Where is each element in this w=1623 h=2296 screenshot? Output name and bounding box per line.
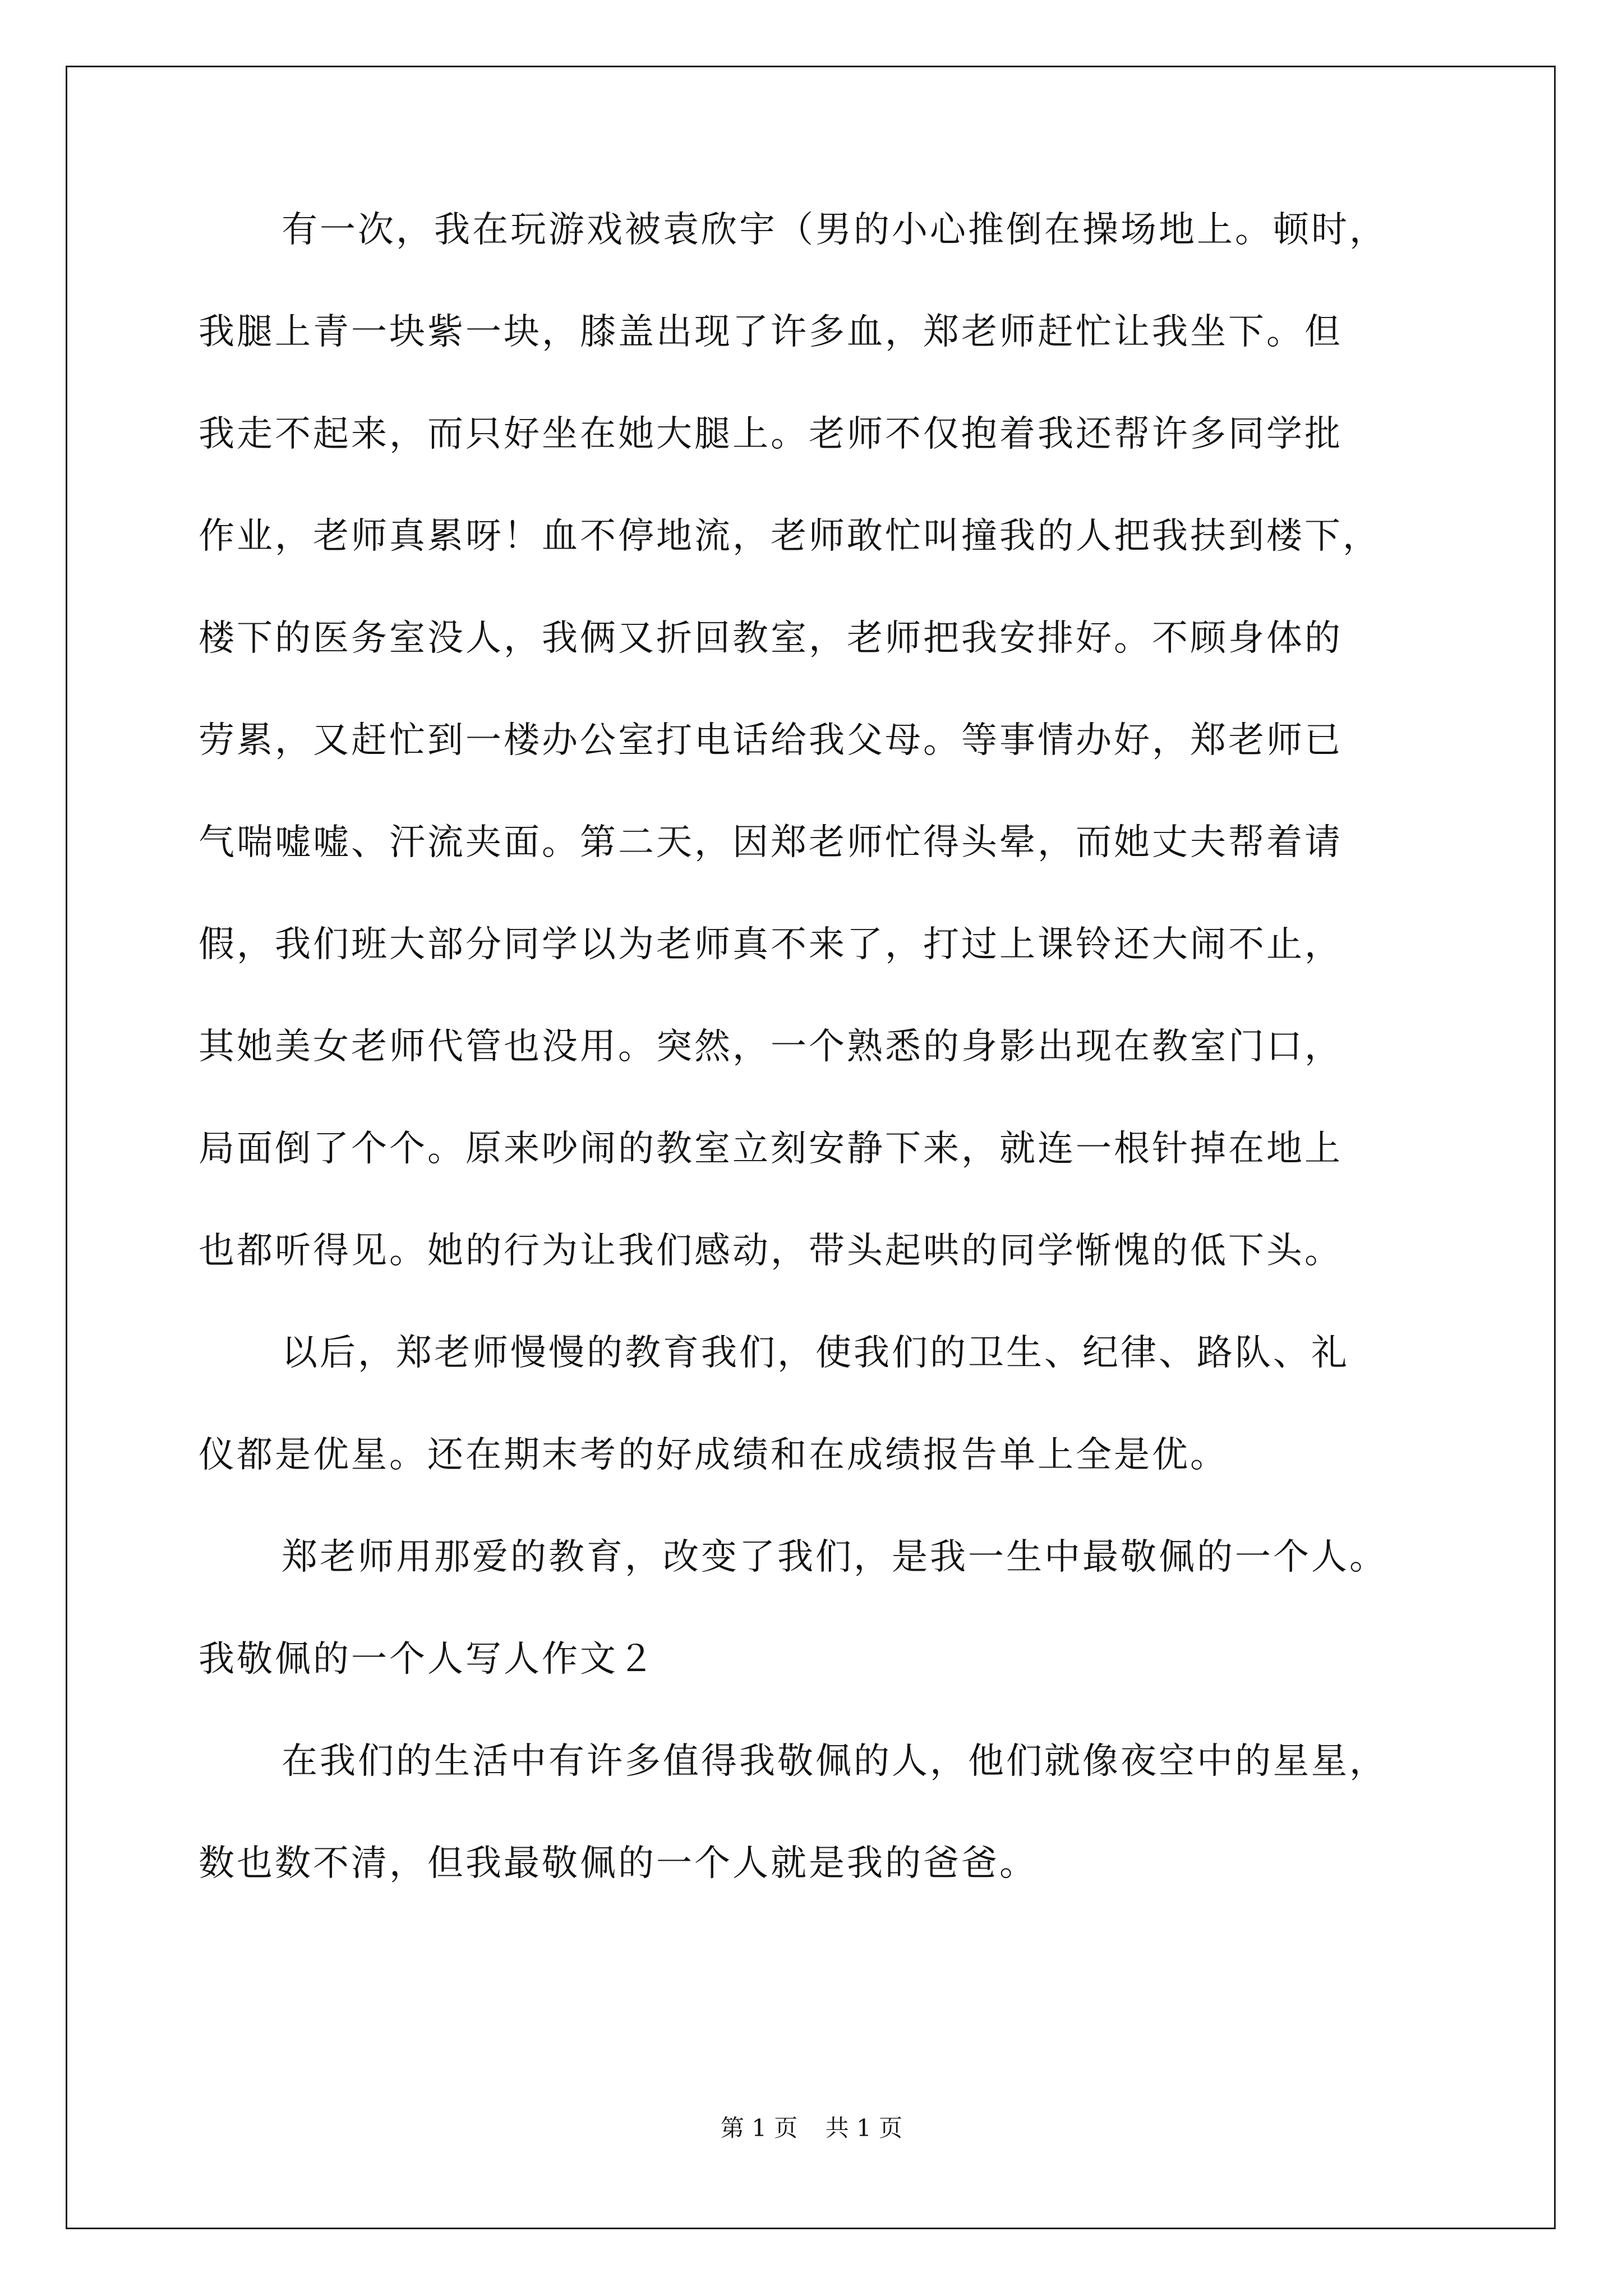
- document-body: [199, 202, 1427, 1938]
- paragraph-line: 气喘嘘嘘、汗流夹面。第二天，因郑老师忙得头晕，而她丈夫帮着请: [199, 822, 1343, 863]
- paragraph-line: 在我们的生活中有许多值得我敬佩的人，他们就像夜空中的星星，: [282, 1741, 1387, 1782]
- page-number-total: 共 1 页: [825, 2114, 903, 2142]
- paragraph-line: 我腿上青一块紫一块，膝盖出现了许多血，郑老师赶忙让我坐下。但: [199, 311, 1343, 353]
- paragraph-line: 数也数不清，但我最敬佩的一个人就是我的爸爸。: [199, 1843, 1038, 1884]
- paragraph-line: 作业，老师真累呀！血不停地流，老师敢忙叫撞我的人把我扶到楼下，: [199, 516, 1381, 557]
- paragraph-line: 假，我们班大部分同学以为老师真不来了，打过上课铃还大闹不止，: [199, 924, 1343, 965]
- page-footer: [0, 2111, 1623, 2145]
- paragraph-line: 其她美女老师代管也没用。突然，一个熟悉的身影出现在教室门口，: [199, 1026, 1343, 1068]
- paragraph-line: 仪都是优星。还在期末考的好成绩和在成绩报告单上全是优。: [199, 1434, 1228, 1476]
- paragraph-line: 也都听得见。她的行为让我们感动，带头起哄的同学惭愧的低下头。: [199, 1230, 1343, 1272]
- paragraph-line: 以后，郑老师慢慢的教育我们，使我们的卫生、纪律、路队、礼: [282, 1332, 1349, 1374]
- paragraph-line: 有一次，我在玩游戏被袁欣宇（男的小心推倒在操场地上。顿时，: [282, 209, 1387, 251]
- section-heading: 我敬佩的一个人写人作文２: [199, 1639, 656, 1680]
- paragraph-line: 局面倒了个个。原来吵闹的教室立刻安静下来，就连一根针掉在地上: [199, 1128, 1343, 1170]
- paragraph-line: 我走不起来，而只好坐在她大腿上。老师不仅抱着我还帮许多同学批: [199, 413, 1343, 455]
- page-number-current: 第 1 页: [720, 2114, 798, 2142]
- paragraph-line: 劳累，又赶忙到一楼办公室打电话给我父母。等事情办好，郑老师已: [199, 720, 1343, 761]
- paragraph-line: 郑老师用那爱的教育，改变了我们，是我一生中最敬佩的一个人。: [282, 1536, 1387, 1578]
- paragraph-line: 楼下的医务室没人，我俩又折回教室，老师把我安排好。不顾身体的: [199, 618, 1343, 659]
